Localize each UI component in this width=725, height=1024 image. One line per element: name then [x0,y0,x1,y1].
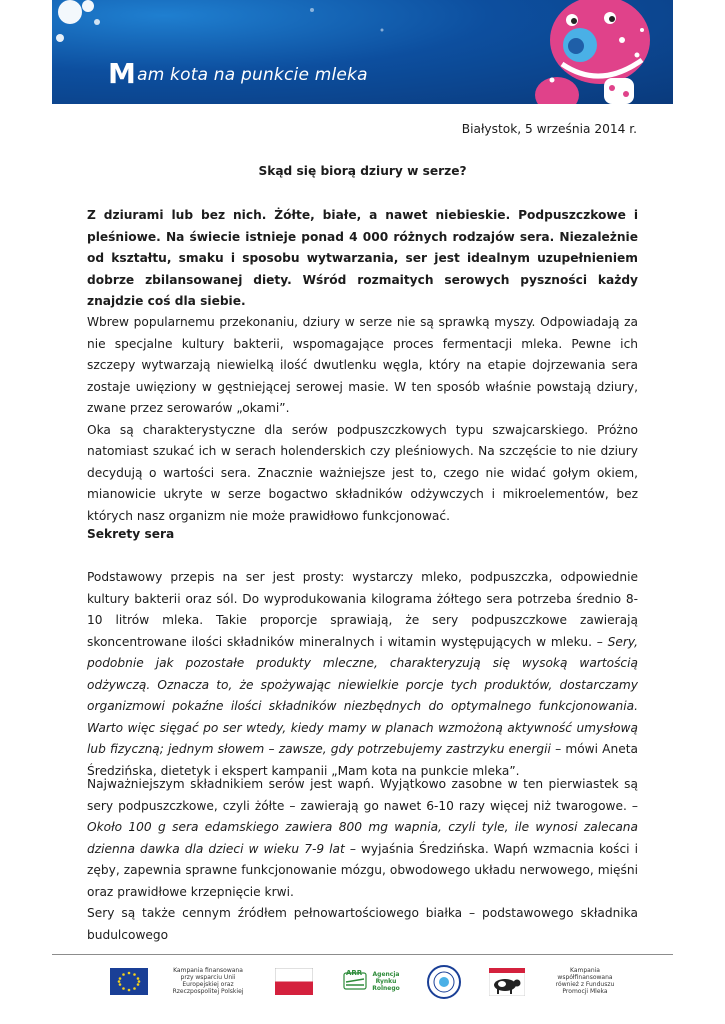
footer-divider [52,954,673,955]
section-heading: Sekrety sera [87,527,175,541]
paragraph-5: Sery są także cennym źródłem pełnowartościowego białka – podstawowego składnika budulcowego [87,906,638,942]
paragraph-4-attribution: – wyjaśnia Średzińska. Wapń wzmacnia kości i zęby, zapewnia sprawne funkcjonowanie mózgu, obwodowego układu nerwowego, mięśni oraz prawidłowe krzepnięcie krwi. [87,841,638,899]
eu-flag-icon [110,968,148,995]
cow-logo-icon [489,968,525,996]
lead-paragraph-block [87,205,638,313]
body-block-2 [87,567,638,782]
polish-flag-icon [275,968,313,995]
arr-logo [343,967,403,997]
paragraph-3 [87,567,638,782]
campaign-logo: Mam kota na punkcie mleka [108,57,368,90]
paragraph-1: Wbrew popularnemu przekonaniu, dziury w serze nie są sprawką myszy. Odpowiadają za nie specjalne kultury bakterii, wspomagające proces fermentacji mleka. Pewne ich szczepy wytwarzają niewielką ilość dwutlenku węgla, który na etapie dojrzewania sera zostaje uwięziony w gęstniejącej serowej masie. W ten sposób właśnie powstają dziury, zwane przez serowarów „okami”. [87,315,638,415]
document-date: Białystok, 5 września 2014 r. [461,122,637,136]
body-block-1 [87,312,638,527]
eu-caption: Kampania finansowana przy wsparciu Unii Europejskiej oraz Rzeczpospolitej Polskiej [172,967,244,995]
body-block-4 [87,903,638,946]
paragraph-2: Oka są charakterystyczne dla serów podpuszczkowych typu szwajcarskiego. Próżno natomiast szukać ich w serach holenderskich czy pleśniowych. Na szczęście to nie dziury decydują o wartości sera. Znacznie ważniejsze jest to, czego nie widać gołym okiem, mianowicie ukryte w serze bogactwo składników odżywczych i mikroelementów, bez których nasz organizm nie może prawidłowo funkcjonować. [87,422,638,523]
cat-mascot-icon [535,0,650,104]
lead-paragraph: Z dziurami lub bez nich. Żółte, białe, a nawet niebieskie. Podpuszczkowe i pleśniowe. Na świecie istnieje ponad 4 000 różnych rodzajów sera. Niezależnie od kształtu, smaku i sposobu wytwarzania, ser jest idealnym uzupełnieniem dobrze zbilansowanej diety. Wśród rozmaitych serowych pyszności każdy znajdzie coś dla siebie. [87,208,638,308]
footer-logos [0,963,725,1003]
seal-logo-icon [427,965,461,999]
arr-label: ARR [346,969,363,977]
document-title: Skąd się biorą dziury w serze? [258,164,467,178]
paragraph-3-attribution: – mówi Aneta Średzińska, dietetyk i ekspert kampanii „Mam kota na punkcie mleka”. [87,742,638,778]
fpm-caption: Kampania współfinansowana również z Funduszu Promocji Mleka [555,967,615,995]
paragraph-4 [87,774,638,903]
paragraph-3-quote: Sery, podobnie jak pozostałe produkty mleczne, charakteryzują się wysoką wartością odżywczą. Oznacza to, że spożywając niewielkie porcje tych produktów, dostarczamy organizmowi pokaźne ilości składników niezbędnych do optymalnego funkcjonowania. Warto więc sięgać po ser wtedy, kiedy mamy w planach wzmożoną aktywność umysłową lub fizyczną; jednym słowem – zawsze, gdy potrzebujemy zastrzyku energii [87,634,638,756]
header-banner [52,0,673,104]
paragraph-3-text: Podstawowy przepis na ser jest prosty: wystarczy mleko, podpuszczka, odpowiednie kultury bakterii oraz sól. Do wyprodukowania kilograma żółtego sera potrzeba średnio 8-10 litrów mleka. Takie proporcje sprawiają, że sery podpuszczkowe zawierają skoncentrowane ilości składników mineralnych i witamin występujących w mleku. – [87,570,638,649]
paragraph-4-quote: Około 100 g sera edamskiego zawiera 800 mg wapnia, czyli tyle, ile wynosi zalecana dzienna dawka dla dzieci w wieku 7-9 lat [87,820,638,856]
arr-caption: Agencja Rynku Rolnego [372,971,400,992]
section-heading-block [87,524,638,546]
paragraph-4-text: Najważniejszym składnikiem serów jest wapń. Wyjątkowo zasobne w ten pierwiastek są sery podpuszczkowe, czyli żółte – zawierają go nawet 6-10 razy więcej niż twarogowe. – [87,777,638,813]
body-block-3 [87,774,638,903]
